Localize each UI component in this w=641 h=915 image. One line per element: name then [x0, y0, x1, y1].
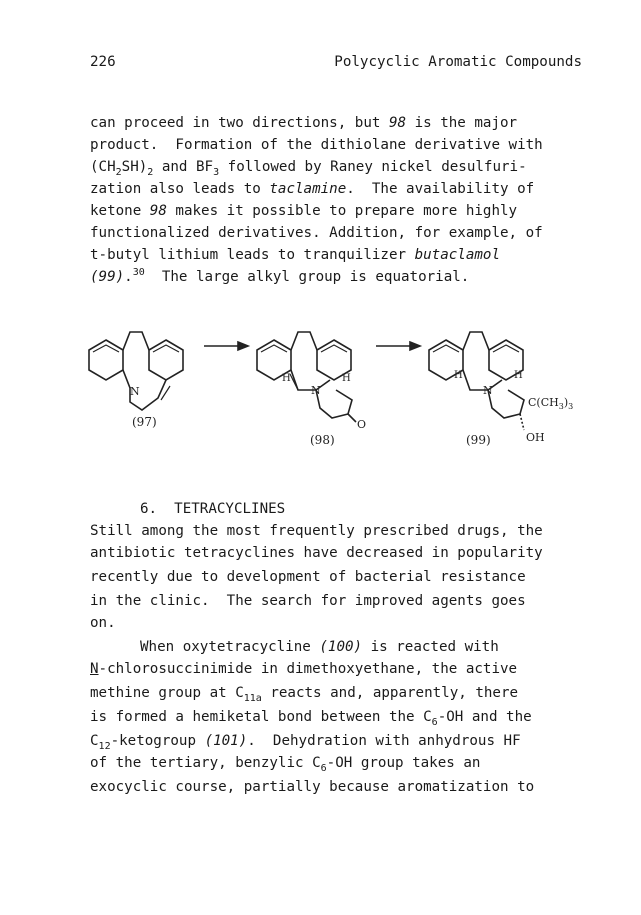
- compound-99-structure: [429, 332, 524, 430]
- atom-n: N: [311, 384, 321, 397]
- atom-h: H: [282, 373, 291, 384]
- text-line: exocyclic course, partially because aromatization to: [90, 779, 535, 795]
- text-line: antibiotic tetracyclines have decreased in popularity: [90, 545, 543, 561]
- compound-97-structure: [89, 332, 183, 410]
- tert-butyl-group: $C(CH_3)_3$: [528, 396, 574, 411]
- hydroxyl-group: OH: [526, 431, 545, 444]
- text-line: methine group at $C_{11a}$ reacts and, apparently, there: [90, 685, 519, 704]
- atom-h: H: [454, 370, 463, 381]
- text-line: $(CH_2SH)_2$ and $BF_3$ followed by Raney nickel desulfuri-: [90, 159, 527, 178]
- text-line: is formed a hemiketal bond between the $C_6-OH$ and the: [90, 709, 532, 728]
- atom-n: N: [483, 384, 493, 397]
- text-line: product. Formation of the dithiolane derivative with: [90, 137, 543, 153]
- text-line: t-butyl lithium leads to tranquilizer butaclamol: [90, 247, 501, 263]
- text-line: Still among the most frequently prescribed drugs, the: [90, 523, 543, 539]
- text-line: can proceed in two directions, but 98 is the major: [90, 115, 518, 131]
- text-line: on.: [90, 615, 116, 631]
- atom-o: O: [357, 418, 367, 431]
- page-header: [90, 54, 582, 76]
- text-line: $C_{12}$-ketogroup (101). Dehydration with anhydrous HF: [90, 733, 521, 752]
- reaction-scheme: [80, 318, 580, 463]
- text-line: in the clinic. The search for improved agents goes: [90, 593, 526, 609]
- text-line: of the tertiary, benzylic $C_6-OH$ group takes an: [90, 755, 481, 774]
- atom-n: N: [130, 385, 140, 398]
- text-line: ketone 98 makes it possible to prepare more highly: [90, 203, 518, 219]
- text-line: (99).$^{30}$ The large alkyl group is equatorial.: [90, 267, 470, 285]
- compound-label-97: (97): [132, 415, 157, 429]
- atom-h: H: [342, 373, 351, 384]
- text-line: zation also leads to taclamine. The availability of: [90, 181, 535, 197]
- text-line: functionalized derivatives. Addition, for example, of: [90, 225, 543, 241]
- text-line: recently due to development of bacterial resistance: [90, 569, 526, 585]
- running-title: Polycyclic Aromatic Compounds: [334, 54, 582, 70]
- section-heading: 6. TETRACYCLINES: [140, 501, 286, 517]
- text-line: N-chlorosuccinimide in dimethoxyethane, the active: [90, 661, 518, 677]
- compound-label-98: (98): [310, 433, 335, 447]
- compound-label-99: (99): [466, 433, 491, 447]
- text-line: When oxytetracycline (100) is reacted with: [140, 639, 499, 655]
- atom-h: H: [514, 370, 523, 381]
- page-number: 226: [90, 54, 116, 70]
